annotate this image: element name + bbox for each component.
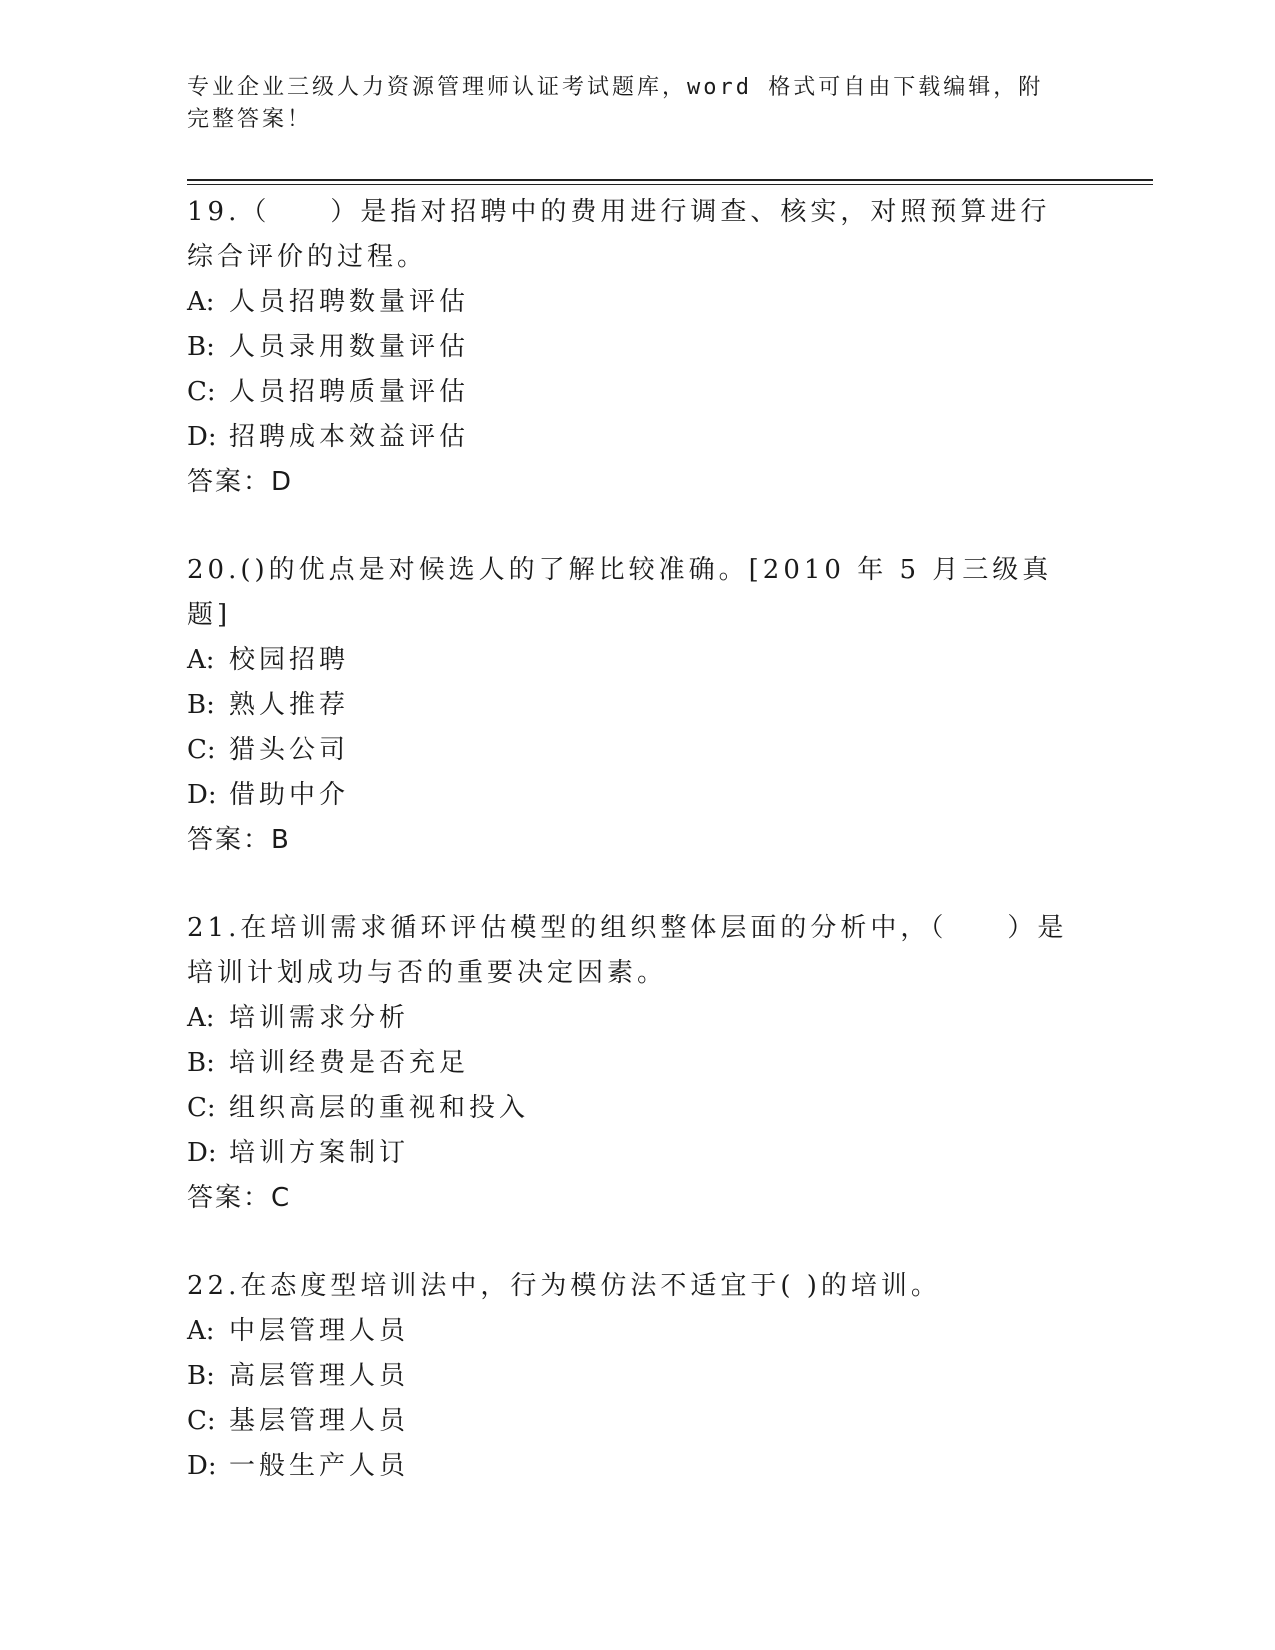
question-stem: 19.（ ）是指对招聘中的费用进行调查、核实，对照预算进行综合评价的过程。 xyxy=(187,197,1051,272)
option-a xyxy=(187,638,1087,683)
option-key: A: xyxy=(187,1316,215,1346)
option-c xyxy=(187,728,1087,773)
question-20 xyxy=(187,548,1087,863)
option-text: 人员录用数量评估 xyxy=(229,332,470,362)
answer-line: 答案：B xyxy=(187,825,291,855)
option-text: 一般生产人员 xyxy=(229,1451,410,1481)
option-key: D: xyxy=(187,780,217,810)
answer-line: 答案：D xyxy=(187,467,294,497)
question-list xyxy=(187,190,1087,1532)
question-19 xyxy=(187,190,1087,505)
option-key: B: xyxy=(187,1048,215,1078)
option-text: 中层管理人员 xyxy=(229,1316,410,1346)
document-header: 专业企业三级人力资源管理师认证考试题库，word 格式可自由下载编辑，附完整答案！ xyxy=(187,75,1044,132)
option-key: A: xyxy=(187,645,215,675)
option-key: C: xyxy=(187,735,216,765)
question-stem: 20.()的优点是对候选人的了解比较准确。[2010 年 5 月三级真题] xyxy=(187,555,1053,630)
option-text: 培训方案制订 xyxy=(229,1138,410,1168)
option-text: 熟人推荐 xyxy=(229,690,350,720)
option-b xyxy=(187,1354,1087,1399)
option-key: C: xyxy=(187,377,216,407)
option-text: 培训需求分析 xyxy=(229,1003,410,1033)
option-d xyxy=(187,773,1087,818)
answer-line: 答案：C xyxy=(187,1183,292,1213)
option-text: 猎头公司 xyxy=(229,735,350,765)
option-text: 招聘成本效益评估 xyxy=(229,422,470,452)
option-text: 培训经费是否充足 xyxy=(229,1048,470,1078)
option-text: 人员招聘数量评估 xyxy=(229,287,470,317)
option-key: D: xyxy=(187,1451,217,1481)
option-a xyxy=(187,996,1087,1041)
option-key: D: xyxy=(187,1138,217,1168)
option-key: C: xyxy=(187,1093,216,1123)
option-text: 组织高层的重视和投入 xyxy=(229,1093,530,1123)
question-21 xyxy=(187,906,1087,1221)
option-key: B: xyxy=(187,332,215,362)
question-stem: 21.在培训需求循环评估模型的组织整体层面的分析中，（ ）是培训计划成功与否的重要决定因素。 xyxy=(187,913,1068,988)
option-text: 基层管理人员 xyxy=(229,1406,410,1436)
question-22 xyxy=(187,1264,1087,1489)
header-rule-thick xyxy=(187,179,1153,181)
option-d xyxy=(187,1444,1087,1489)
option-a xyxy=(187,1309,1087,1354)
option-b xyxy=(187,1041,1087,1086)
option-c xyxy=(187,1399,1087,1444)
option-a xyxy=(187,280,1087,325)
option-b xyxy=(187,683,1087,728)
option-key: A: xyxy=(187,1003,215,1033)
option-d xyxy=(187,415,1087,460)
option-c xyxy=(187,1086,1087,1131)
option-b xyxy=(187,325,1087,370)
option-key: C: xyxy=(187,1406,216,1436)
option-key: A: xyxy=(187,287,215,317)
option-d xyxy=(187,1131,1087,1176)
option-key: B: xyxy=(187,1361,215,1391)
option-text: 人员招聘质量评估 xyxy=(229,377,470,407)
option-text: 借助中介 xyxy=(229,780,350,810)
question-stem: 22.在态度型培训法中，行为模仿法不适宜于( )的培训。 xyxy=(187,1271,941,1301)
option-c xyxy=(187,370,1087,415)
option-text: 高层管理人员 xyxy=(229,1361,410,1391)
option-text: 校园招聘 xyxy=(229,645,350,675)
option-key: D: xyxy=(187,422,217,452)
option-key: B: xyxy=(187,690,215,720)
header-rule-thin xyxy=(187,184,1153,185)
